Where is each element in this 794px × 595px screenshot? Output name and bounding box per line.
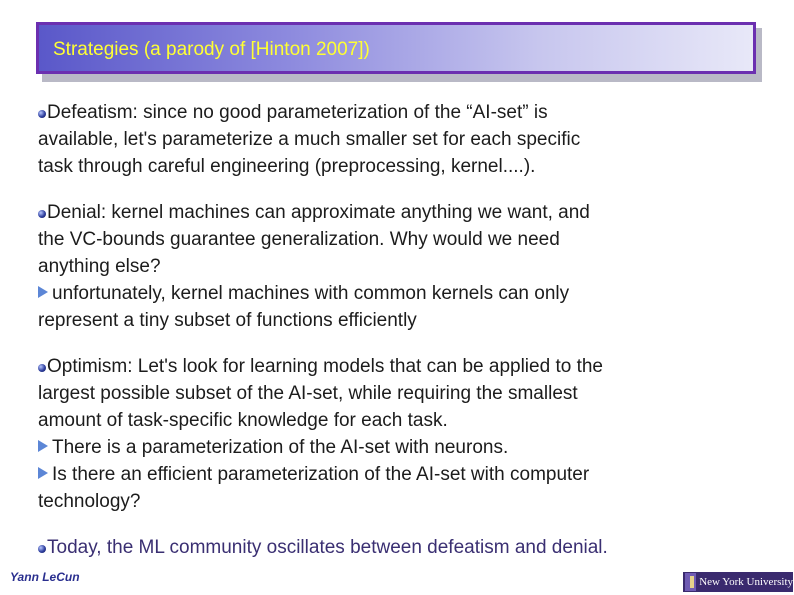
slide-title: Strategies (a parody of [Hinton 2007]) (53, 39, 370, 60)
torch-icon (685, 573, 696, 591)
bullet-paragraph-optimism (38, 353, 754, 515)
paragraph-line: largest possible subset of the AI-set, while requiring the smallest (38, 383, 578, 404)
paragraph-line: Denial: kernel machines can approximate anything we want, and (47, 202, 590, 223)
triangle-bullet-icon (38, 286, 48, 298)
paragraph-line: the VC-bounds guarantee generalization. Why would we need (38, 229, 560, 250)
triangle-bullet-icon (38, 467, 48, 479)
paragraph-line: amount of task-specific knowledge for each task. (38, 410, 448, 431)
paragraph-line: Defeatism: since no good parameterization of the “AI-set” is (47, 102, 548, 123)
sub-bullet-line: unfortunately, kernel machines with common kernels can only (52, 283, 570, 304)
paragraph-line: Optimism: Let's look for learning models that can be applied to the (47, 356, 603, 377)
nyu-logo-text: New York University (699, 576, 793, 588)
paragraph-line: Today, the ML community oscillates between defeatism and denial. (47, 537, 608, 558)
round-bullet-icon (38, 364, 46, 372)
paragraph-line: task through careful engineering (preprocessing, kernel....). (38, 156, 536, 177)
bullet-paragraph-denial (38, 199, 754, 334)
sub-bullet-line: technology? (38, 491, 141, 512)
sub-bullet-line: represent a tiny subset of functions efficiently (38, 310, 417, 331)
sub-bullet-line: There is a parameterization of the AI-set with neurons. (52, 437, 509, 458)
title-banner (36, 22, 756, 74)
nyu-logo (683, 572, 793, 592)
round-bullet-icon (38, 210, 46, 218)
paragraph-line: available, let's parameterize a much smaller set for each specific (38, 129, 581, 150)
round-bullet-icon (38, 110, 46, 118)
footer-author: Yann LeCun (10, 570, 80, 584)
slide-body (38, 99, 754, 561)
sub-bullet-line: Is there an efficient parameterization of the AI-set with computer (52, 464, 590, 485)
triangle-bullet-icon (38, 440, 48, 452)
paragraph-line: anything else? (38, 256, 161, 277)
round-bullet-icon (38, 545, 46, 553)
bullet-paragraph-today (38, 534, 754, 561)
bullet-paragraph-defeatism (38, 99, 754, 180)
